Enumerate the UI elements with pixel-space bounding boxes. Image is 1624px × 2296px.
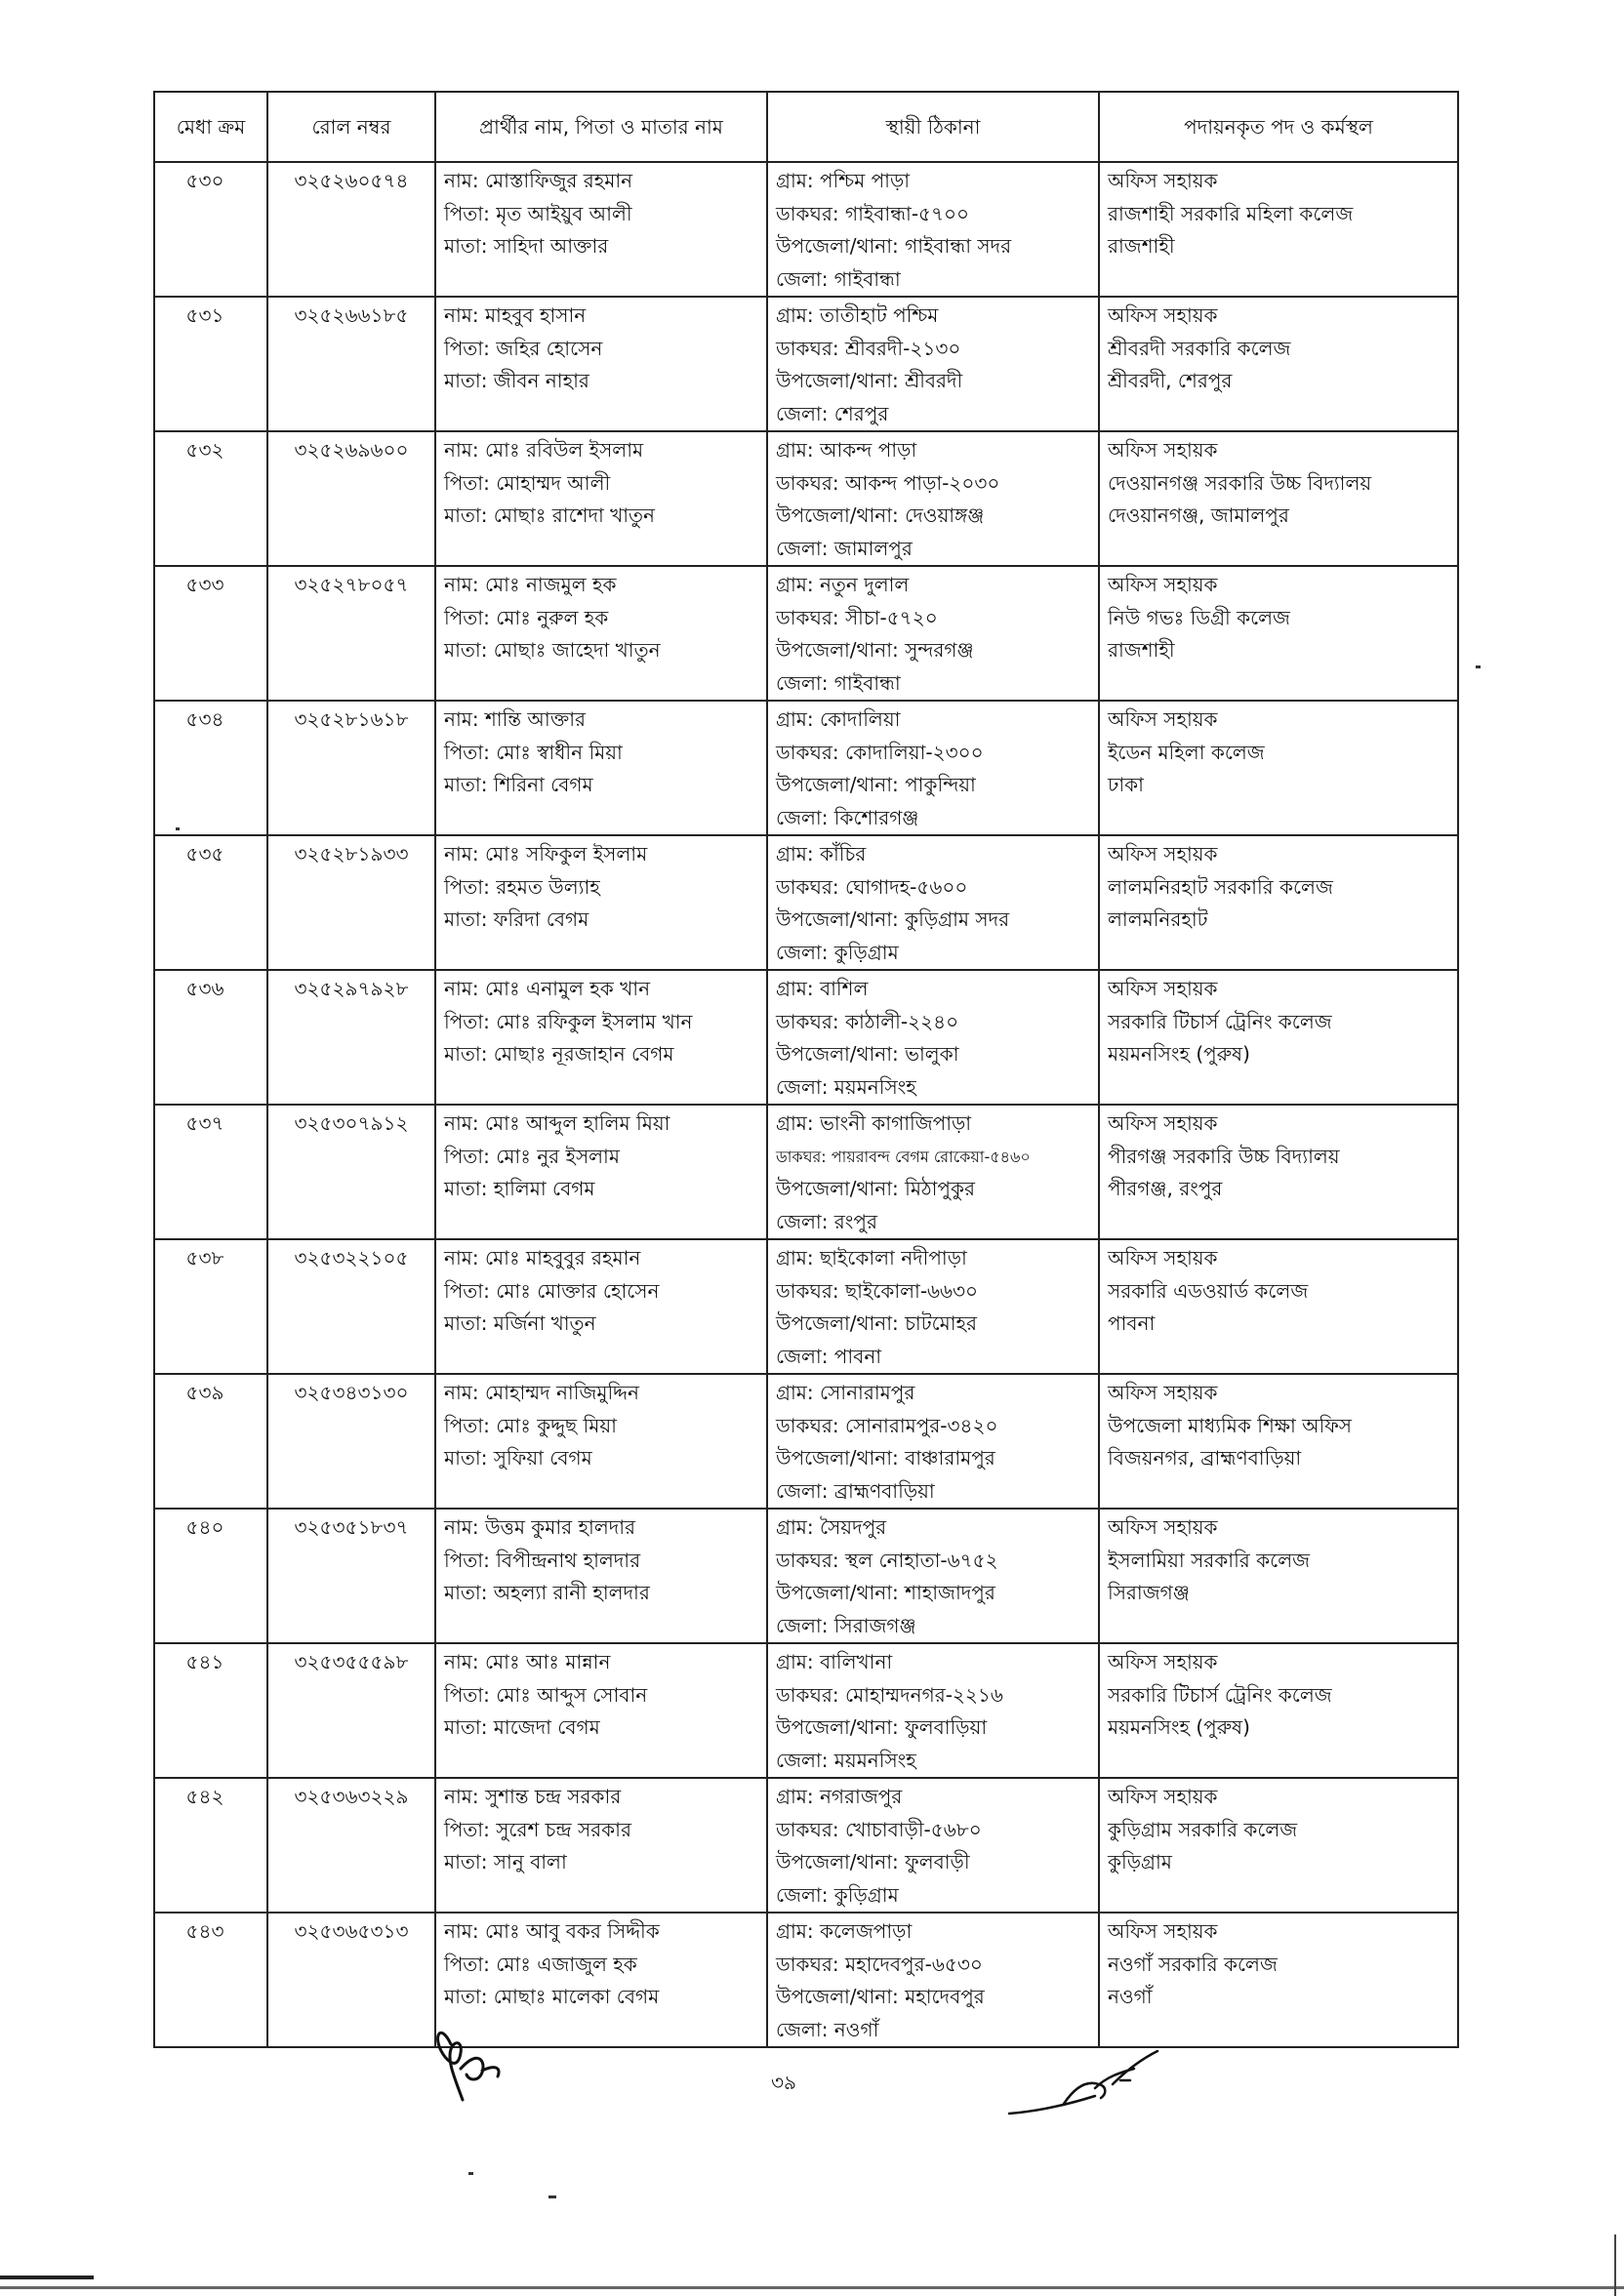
candidate-name: নাম: শান্তি আক্তার bbox=[444, 707, 586, 731]
upazila: উপজেলা/থানা: শাহাজাদপুর bbox=[776, 1581, 995, 1604]
district: জেলা: জামালপুর bbox=[776, 536, 913, 560]
roll-cell: ৩২৫২৬০৫৭৪ bbox=[267, 162, 435, 297]
candidate-cell bbox=[435, 297, 767, 431]
upazila: উপজেলা/থানা: ভালুকা bbox=[776, 1042, 959, 1066]
village: গ্রাম: কাঁচির bbox=[776, 842, 867, 866]
scan-mark-left bbox=[0, 2276, 94, 2279]
candidate-cell bbox=[435, 1239, 767, 1374]
address-cell bbox=[767, 1239, 1099, 1374]
father-name: পিতা: মোঃ নুর ইসলাম bbox=[444, 1144, 620, 1168]
district: জেলা: পাবনা bbox=[776, 1344, 882, 1368]
mother-name: মাতা: অহল্যা রানী হালদার bbox=[444, 1581, 650, 1604]
district: জেলা: কুড়িগ্রাম bbox=[776, 940, 899, 964]
post-title: অফিস সহায়ক bbox=[1108, 1650, 1218, 1673]
father-name: পিতা: জহির হোসেন bbox=[444, 336, 603, 360]
table-row bbox=[154, 835, 1458, 970]
address-cell bbox=[767, 701, 1099, 835]
office-location: রাজশাহী bbox=[1108, 638, 1175, 662]
header-name: প্রার্থীর নাম, পিতা ও মাতার নাম bbox=[435, 92, 767, 162]
office-location: বিজয়নগর, ব্রাহ্মণবাড়িয়া bbox=[1108, 1446, 1302, 1470]
mother-name: মাতা: শিরিনা বেগম bbox=[444, 773, 593, 796]
roll-cell: ৩২৫২৮১৯৩৩ bbox=[267, 835, 435, 970]
district: জেলা: গাইবান্ধা bbox=[776, 266, 901, 291]
father-name: পিতা: বিপীন্দ্রনাথ হালদার bbox=[444, 1548, 641, 1572]
district: জেলা: শেরপুর bbox=[776, 401, 889, 425]
address-cell bbox=[767, 1509, 1099, 1643]
father-name: পিতা: মোহাম্মদ আলী bbox=[444, 470, 611, 495]
post-title: অফিস সহায়ক bbox=[1108, 303, 1218, 327]
office-name: সরকারি টিচার্স ট্রেনিং কলেজ bbox=[1108, 1682, 1332, 1707]
village: গ্রাম: ভাংনী কাগাজিপাড়া bbox=[776, 1111, 972, 1135]
posting-cell bbox=[1099, 1778, 1458, 1913]
table-row bbox=[154, 1374, 1458, 1509]
upazila: উপজেলা/থানা: মিঠাপুকুর bbox=[776, 1177, 975, 1200]
post-office: ডাকঘর: ঘোগাদহ-৫৬০০ bbox=[776, 874, 968, 899]
district: জেলা: ময়মনসিংহ bbox=[776, 1074, 916, 1099]
scan-speck bbox=[176, 827, 180, 830]
mother-name: মাতা: সানু বালা bbox=[444, 1850, 567, 1873]
upazila: উপজেলা/থানা: মহাদেবপুর bbox=[776, 1985, 985, 2008]
father-name: পিতা: মোঃ স্বাধীন মিয়া bbox=[444, 740, 623, 764]
mother-name: মাতা: জীবন নাহার bbox=[444, 369, 589, 392]
district: জেলা: ময়মনসিংহ bbox=[776, 1748, 916, 1772]
post-title: অফিস সহায়ক bbox=[1108, 438, 1218, 462]
table-row bbox=[154, 1105, 1458, 1239]
mother-name: মাতা: মোছাঃ জাহেদা খাতুন bbox=[444, 638, 661, 662]
office-location: ঢাকা bbox=[1108, 773, 1144, 796]
post-office: ডাকঘর: শ্রীবরদী-২১৩০ bbox=[776, 336, 961, 360]
office-name: সরকারি টিচার্স ট্রেনিং কলেজ bbox=[1108, 1009, 1332, 1033]
candidate-cell bbox=[435, 1778, 767, 1913]
post-title: অফিস সহায়ক bbox=[1108, 1919, 1218, 1943]
upazila: উপজেলা/থানা: সুন্দরগঞ্জ bbox=[776, 638, 974, 662]
serial-cell: ৫৩৫ bbox=[154, 835, 267, 970]
district: জেলা: গাইবান্ধা bbox=[776, 670, 901, 695]
address-cell bbox=[767, 566, 1099, 701]
district: জেলা: কুড়িগ্রাম bbox=[776, 1882, 899, 1907]
office-name: ইডেন মহিলা কলেজ bbox=[1108, 740, 1265, 764]
scan-edge-right bbox=[1614, 2235, 1616, 2296]
scan-speck bbox=[468, 2172, 473, 2175]
table-body bbox=[154, 162, 1458, 2047]
upazila: উপজেলা/থানা: চাটমোহর bbox=[776, 1311, 978, 1335]
address-cell bbox=[767, 1643, 1099, 1778]
mother-name: মাতা: সুফিয়া বেগম bbox=[444, 1446, 592, 1470]
serial-cell: ৫৩১ bbox=[154, 297, 267, 431]
upazila: উপজেলা/থানা: ফুলবাড়িয়া bbox=[776, 1715, 988, 1739]
post-office: ডাকঘর: খোচাবাড়ী-৫৬৮০ bbox=[776, 1817, 982, 1841]
posting-cell bbox=[1099, 1643, 1458, 1778]
scan-speck bbox=[1476, 665, 1481, 668]
posting-cell bbox=[1099, 1913, 1458, 2047]
posting-cell bbox=[1099, 431, 1458, 566]
village: গ্রাম: বালিখানা bbox=[776, 1650, 893, 1673]
roll-cell: ৩২৫৩০৭৯১২ bbox=[267, 1105, 435, 1239]
roll-cell: ৩২৫৩২২১০৫ bbox=[267, 1239, 435, 1374]
candidate-cell bbox=[435, 431, 767, 566]
mother-name: মাতা: ফরিদা বেগম bbox=[444, 907, 589, 931]
posting-cell bbox=[1099, 1509, 1458, 1643]
office-location: পীরগঞ্জ, রংপুর bbox=[1108, 1177, 1223, 1200]
post-office: ডাকঘর: কোদালিয়া-২৩০০ bbox=[776, 740, 984, 764]
candidate-cell bbox=[435, 835, 767, 970]
address-cell bbox=[767, 297, 1099, 431]
address-cell bbox=[767, 1778, 1099, 1913]
office-name: শ্রীবরদী সরকারি কলেজ bbox=[1108, 336, 1291, 360]
post-title: অফিস সহায়ক bbox=[1108, 1785, 1218, 1808]
serial-cell: ৫৪১ bbox=[154, 1643, 267, 1778]
post-title: অফিস সহায়ক bbox=[1108, 1111, 1218, 1135]
roll-cell: ৩২৫২৯৭৯২৮ bbox=[267, 970, 435, 1105]
mother-name: মাতা: মোছাঃ নূরজাহান বেগম bbox=[444, 1042, 674, 1066]
table-row bbox=[154, 1239, 1458, 1374]
upazila: উপজেলা/থানা: গাইবান্ধা সদর bbox=[776, 234, 1012, 258]
village: গ্রাম: বাশিল bbox=[776, 977, 869, 1000]
candidate-name: নাম: মোহাম্মদ নাজিমুদ্দিন bbox=[444, 1381, 639, 1404]
roll-cell: ৩২৫৩৪৩১৩০ bbox=[267, 1374, 435, 1509]
candidate-name: নাম: মাহবুব হাসান bbox=[444, 303, 587, 327]
upazila: উপজেলা/থানা: দেওয়াঙ্গঞ্জ bbox=[776, 504, 985, 527]
mother-name: মাতা: মর্জিনা খাতুন bbox=[444, 1311, 596, 1335]
candidate-name: নাম: উত্তম কুমার হালদার bbox=[444, 1515, 636, 1539]
posting-cell bbox=[1099, 566, 1458, 701]
candidate-name: নাম: মোস্তাফিজুর রহমান bbox=[444, 169, 633, 192]
header-serial: মেধা ক্রম bbox=[154, 92, 267, 162]
serial-cell: ৫৪৩ bbox=[154, 1913, 267, 2047]
candidate-name: নাম: মোঃ মাহবুবুর রহমান bbox=[444, 1246, 641, 1269]
office-name: উপজেলা মাধ্যমিক শিক্ষা অফিস bbox=[1108, 1413, 1353, 1437]
candidate-name: নাম: মোঃ আব্দুল হালিম মিয়া bbox=[444, 1111, 670, 1135]
post-office: ডাকঘর: গাইবান্ধা-৫৭০০ bbox=[776, 201, 970, 225]
table-row bbox=[154, 566, 1458, 701]
post-title: অফিস সহায়ক bbox=[1108, 707, 1218, 731]
address-cell bbox=[767, 835, 1099, 970]
table-row bbox=[154, 162, 1458, 297]
office-location: সিরাজগঞ্জ bbox=[1108, 1581, 1190, 1604]
candidate-name: নাম: মোঃ আঃ মান্নান bbox=[444, 1650, 611, 1673]
village: গ্রাম: সোনারামপুর bbox=[776, 1381, 915, 1404]
header-address: স্থায়ী ঠিকানা bbox=[767, 92, 1099, 162]
candidate-cell bbox=[435, 1509, 767, 1643]
upazila: উপজেলা/থানা: শ্রীবরদী bbox=[776, 369, 963, 392]
post-title: অফিস সহায়ক bbox=[1108, 1246, 1218, 1269]
serial-cell: ৫৩০ bbox=[154, 162, 267, 297]
serial-cell: ৫৪২ bbox=[154, 1778, 267, 1913]
office-location: দেওয়ানগঞ্জ, জামালপুর bbox=[1108, 504, 1289, 527]
table-row bbox=[154, 297, 1458, 431]
post-office: ডাকঘর: মোহাম্মদনগর-২২১৬ bbox=[776, 1682, 1003, 1707]
district: জেলা: রংপুর bbox=[776, 1209, 877, 1233]
district: জেলা: কিশোরগঞ্জ bbox=[776, 805, 919, 829]
address-cell bbox=[767, 1374, 1099, 1509]
signature-right bbox=[1005, 2047, 1171, 2125]
village: গ্রাম: পশ্চিম পাড়া bbox=[776, 169, 911, 192]
district: জেলা: ব্রাহ্মণবাড়িয়া bbox=[776, 1478, 935, 1503]
candidate-name: নাম: মোঃ আবু বকর সিদ্দীক bbox=[444, 1919, 660, 1943]
page-number: ৩৯ bbox=[771, 2071, 796, 2094]
office-name: কুড়িগ্রাম সরকারি কলেজ bbox=[1108, 1817, 1298, 1841]
serial-cell: ৫৩৮ bbox=[154, 1239, 267, 1374]
address-cell bbox=[767, 1105, 1099, 1239]
post-office: ডাকঘর: ছাইকোলা-৬৬৩০ bbox=[776, 1278, 979, 1303]
father-name: পিতা: সুরেশ চন্দ্র সরকার bbox=[444, 1817, 631, 1841]
office-location: ময়মনসিংহ (পুরুষ) bbox=[1108, 1042, 1250, 1066]
office-location: লালমনিরহাট bbox=[1108, 907, 1208, 931]
mother-name: মাতা: মোছাঃ মালেকা বেগম bbox=[444, 1985, 660, 2008]
post-office: ডাকঘর: স্থল নোহাতা-৬৭৫২ bbox=[776, 1548, 998, 1572]
scan-speck bbox=[548, 2195, 556, 2198]
roll-cell: ৩২৫২৮১৬১৮ bbox=[267, 701, 435, 835]
village: গ্রাম: নতুন দুলাল bbox=[776, 573, 910, 596]
address-cell bbox=[767, 1913, 1099, 2047]
table-header-row bbox=[154, 92, 1458, 162]
candidate-name: নাম: মোঃ রবিউল ইসলাম bbox=[444, 438, 644, 462]
office-name: নিউ গভঃ ডিগ্রী কলেজ bbox=[1108, 605, 1290, 629]
post-office: ডাকঘর: পায়রাবন্দ বেগম রোকেয়া-৫৪৬০ bbox=[776, 1147, 1031, 1166]
roll-cell: ৩২৫৩৬৩২২৯ bbox=[267, 1778, 435, 1913]
district: জেলা: সিরাজগঞ্জ bbox=[776, 1613, 916, 1637]
roll-cell: ৩২৫৩৬৫৩১৩ bbox=[267, 1913, 435, 2047]
candidate-name: নাম: মোঃ এনামুল হক খান bbox=[444, 977, 651, 1000]
office-name: ইসলামিয়া সরকারি কলেজ bbox=[1108, 1548, 1310, 1572]
table-row bbox=[154, 1913, 1458, 2047]
office-name: সরকারি এডওয়ার্ড কলেজ bbox=[1108, 1278, 1309, 1303]
father-name: পিতা: মোঃ মোক্তার হোসেন bbox=[444, 1278, 660, 1303]
post-title: অফিস সহায়ক bbox=[1108, 573, 1218, 596]
serial-cell: ৫৩৩ bbox=[154, 566, 267, 701]
roll-cell: ৩২৫৩৫৫৫৯৮ bbox=[267, 1643, 435, 1778]
office-location: রাজশাহী bbox=[1108, 234, 1175, 258]
posting-cell bbox=[1099, 1105, 1458, 1239]
candidate-name: নাম: সুশান্ত চন্দ্র সরকার bbox=[444, 1785, 622, 1808]
serial-cell: ৫৩৪ bbox=[154, 701, 267, 835]
roll-cell: ৩২৫৩৫১৮৩৭ bbox=[267, 1509, 435, 1643]
post-office: ডাকঘর: আকন্দ পাড়া-২০৩০ bbox=[776, 470, 1000, 495]
candidate-name: নাম: মোঃ নাজমুল হক bbox=[444, 573, 617, 596]
table-row bbox=[154, 701, 1458, 835]
village: গ্রাম: কলেজপাড়া bbox=[776, 1919, 913, 1943]
header-posting: পদায়নকৃত পদ ও কর্মস্থল bbox=[1099, 92, 1458, 162]
office-name: পীরগঞ্জ সরকারি উচ্চ বিদ্যালয় bbox=[1108, 1144, 1340, 1168]
office-name: লালমনিরহাট সরকারি কলেজ bbox=[1108, 874, 1333, 899]
father-name: পিতা: মোঃ আব্দুস সোবান bbox=[444, 1682, 648, 1707]
office-location: শ্রীবরদী, শেরপুর bbox=[1108, 369, 1233, 392]
office-name: দেওয়ানগঞ্জ সরকারি উচ্চ বিদ্যালয় bbox=[1108, 470, 1372, 495]
roll-cell: ৩২৫২৭৮০৫৭ bbox=[267, 566, 435, 701]
candidate-cell bbox=[435, 1105, 767, 1239]
village: গ্রাম: কোদালিয়া bbox=[776, 707, 901, 731]
posting-cell bbox=[1099, 1239, 1458, 1374]
table-row bbox=[154, 431, 1458, 566]
table-row bbox=[154, 1778, 1458, 1913]
post-title: অফিস সহায়ক bbox=[1108, 169, 1218, 192]
post-office: ডাকঘর: কাঠালী-২২৪০ bbox=[776, 1009, 959, 1033]
post-office: ডাকঘর: সীচা-৫৭২০ bbox=[776, 605, 938, 629]
serial-cell: ৫৪০ bbox=[154, 1509, 267, 1643]
village: গ্রাম: তাতীহাট পশ্চিম bbox=[776, 303, 939, 327]
post-office: ডাকঘর: সোনারামপুর-৩৪২০ bbox=[776, 1413, 998, 1437]
address-cell bbox=[767, 162, 1099, 297]
posting-cell bbox=[1099, 1374, 1458, 1509]
candidate-cell bbox=[435, 970, 767, 1105]
upazila: উপজেলা/থানা: কুড়িগ্রাম সদর bbox=[776, 907, 1010, 931]
office-location: নওগাঁ bbox=[1108, 1985, 1153, 2008]
father-name: পিতা: রহমত উল্যাহ bbox=[444, 874, 600, 899]
posting-cell bbox=[1099, 162, 1458, 297]
roll-cell: ৩২৫২৬৬১৮৫ bbox=[267, 297, 435, 431]
mother-name: মাতা: মোছাঃ রাশেদা খাতুন bbox=[444, 504, 655, 527]
appointment-table bbox=[153, 91, 1459, 2048]
serial-cell: ৫৩৬ bbox=[154, 970, 267, 1105]
village: গ্রাম: সৈয়দপুর bbox=[776, 1515, 887, 1539]
serial-cell: ৫৩৯ bbox=[154, 1374, 267, 1509]
father-name: পিতা: মোঃ নুরুল হক bbox=[444, 605, 609, 629]
post-title: অফিস সহায়ক bbox=[1108, 1515, 1218, 1539]
mother-name: মাতা: মাজেদা বেগম bbox=[444, 1715, 600, 1739]
posting-cell bbox=[1099, 297, 1458, 431]
mother-name: মাতা: হালিমা বেগম bbox=[444, 1177, 595, 1200]
candidate-cell bbox=[435, 701, 767, 835]
upazila: উপজেলা/থানা: পাকুন্দিয়া bbox=[776, 773, 976, 796]
posting-cell bbox=[1099, 835, 1458, 970]
village: গ্রাম: আকন্দ পাড়া bbox=[776, 438, 917, 462]
table-row bbox=[154, 1643, 1458, 1778]
office-location: পাবনা bbox=[1108, 1311, 1156, 1335]
serial-cell: ৫৩২ bbox=[154, 431, 267, 566]
address-cell bbox=[767, 431, 1099, 566]
address-cell bbox=[767, 970, 1099, 1105]
table-row bbox=[154, 970, 1458, 1105]
mother-name: মাতা: সাহিদা আক্তার bbox=[444, 234, 609, 258]
signature-left bbox=[429, 2010, 537, 2117]
scan-edge-bottom bbox=[0, 2286, 1624, 2289]
father-name: পিতা: মৃত আইয়ুব আলী bbox=[444, 201, 632, 225]
posting-cell bbox=[1099, 701, 1458, 835]
father-name: পিতা: মোঃ কুদ্দুছ মিয়া bbox=[444, 1413, 617, 1437]
post-title: অফিস সহায়ক bbox=[1108, 977, 1218, 1000]
office-location: ময়মনসিংহ (পুরুষ) bbox=[1108, 1715, 1250, 1739]
district: জেলা: নওগাঁ bbox=[776, 2017, 879, 2041]
post-title: অফিস সহায়ক bbox=[1108, 842, 1218, 866]
upazila: উপজেলা/থানা: ফুলবাড়ী bbox=[776, 1850, 970, 1873]
office-location: কুড়িগ্রাম bbox=[1108, 1850, 1172, 1873]
candidate-cell bbox=[435, 1374, 767, 1509]
serial-cell: ৫৩৭ bbox=[154, 1105, 267, 1239]
village: গ্রাম: ছাইকোলা নদীপাড়া bbox=[776, 1246, 967, 1269]
upazila: উপজেলা/থানা: বাঞ্চারামপুর bbox=[776, 1446, 995, 1470]
candidate-cell bbox=[435, 1643, 767, 1778]
posting-cell bbox=[1099, 970, 1458, 1105]
candidate-name: নাম: মোঃ সফিকুল ইসলাম bbox=[444, 842, 648, 866]
post-office: ডাকঘর: মহাদেবপুর-৬৫৩০ bbox=[776, 1952, 983, 1976]
office-name: রাজশাহী সরকারি মহিলা কলেজ bbox=[1108, 201, 1354, 225]
village: গ্রাম: নগরাজপুর bbox=[776, 1785, 903, 1808]
father-name: পিতা: মোঃ রফিকুল ইসলাম খান bbox=[444, 1009, 693, 1033]
candidate-cell bbox=[435, 566, 767, 701]
father-name: পিতা: মোঃ এজাজুল হক bbox=[444, 1952, 637, 1976]
table-row bbox=[154, 1509, 1458, 1643]
roll-cell: ৩২৫২৬৯৬০০ bbox=[267, 431, 435, 566]
office-name: নওগাঁ সরকারি কলেজ bbox=[1108, 1952, 1278, 1976]
post-title: অফিস সহায়ক bbox=[1108, 1381, 1218, 1404]
candidate-cell bbox=[435, 162, 767, 297]
header-roll: রোল নম্বর bbox=[267, 92, 435, 162]
